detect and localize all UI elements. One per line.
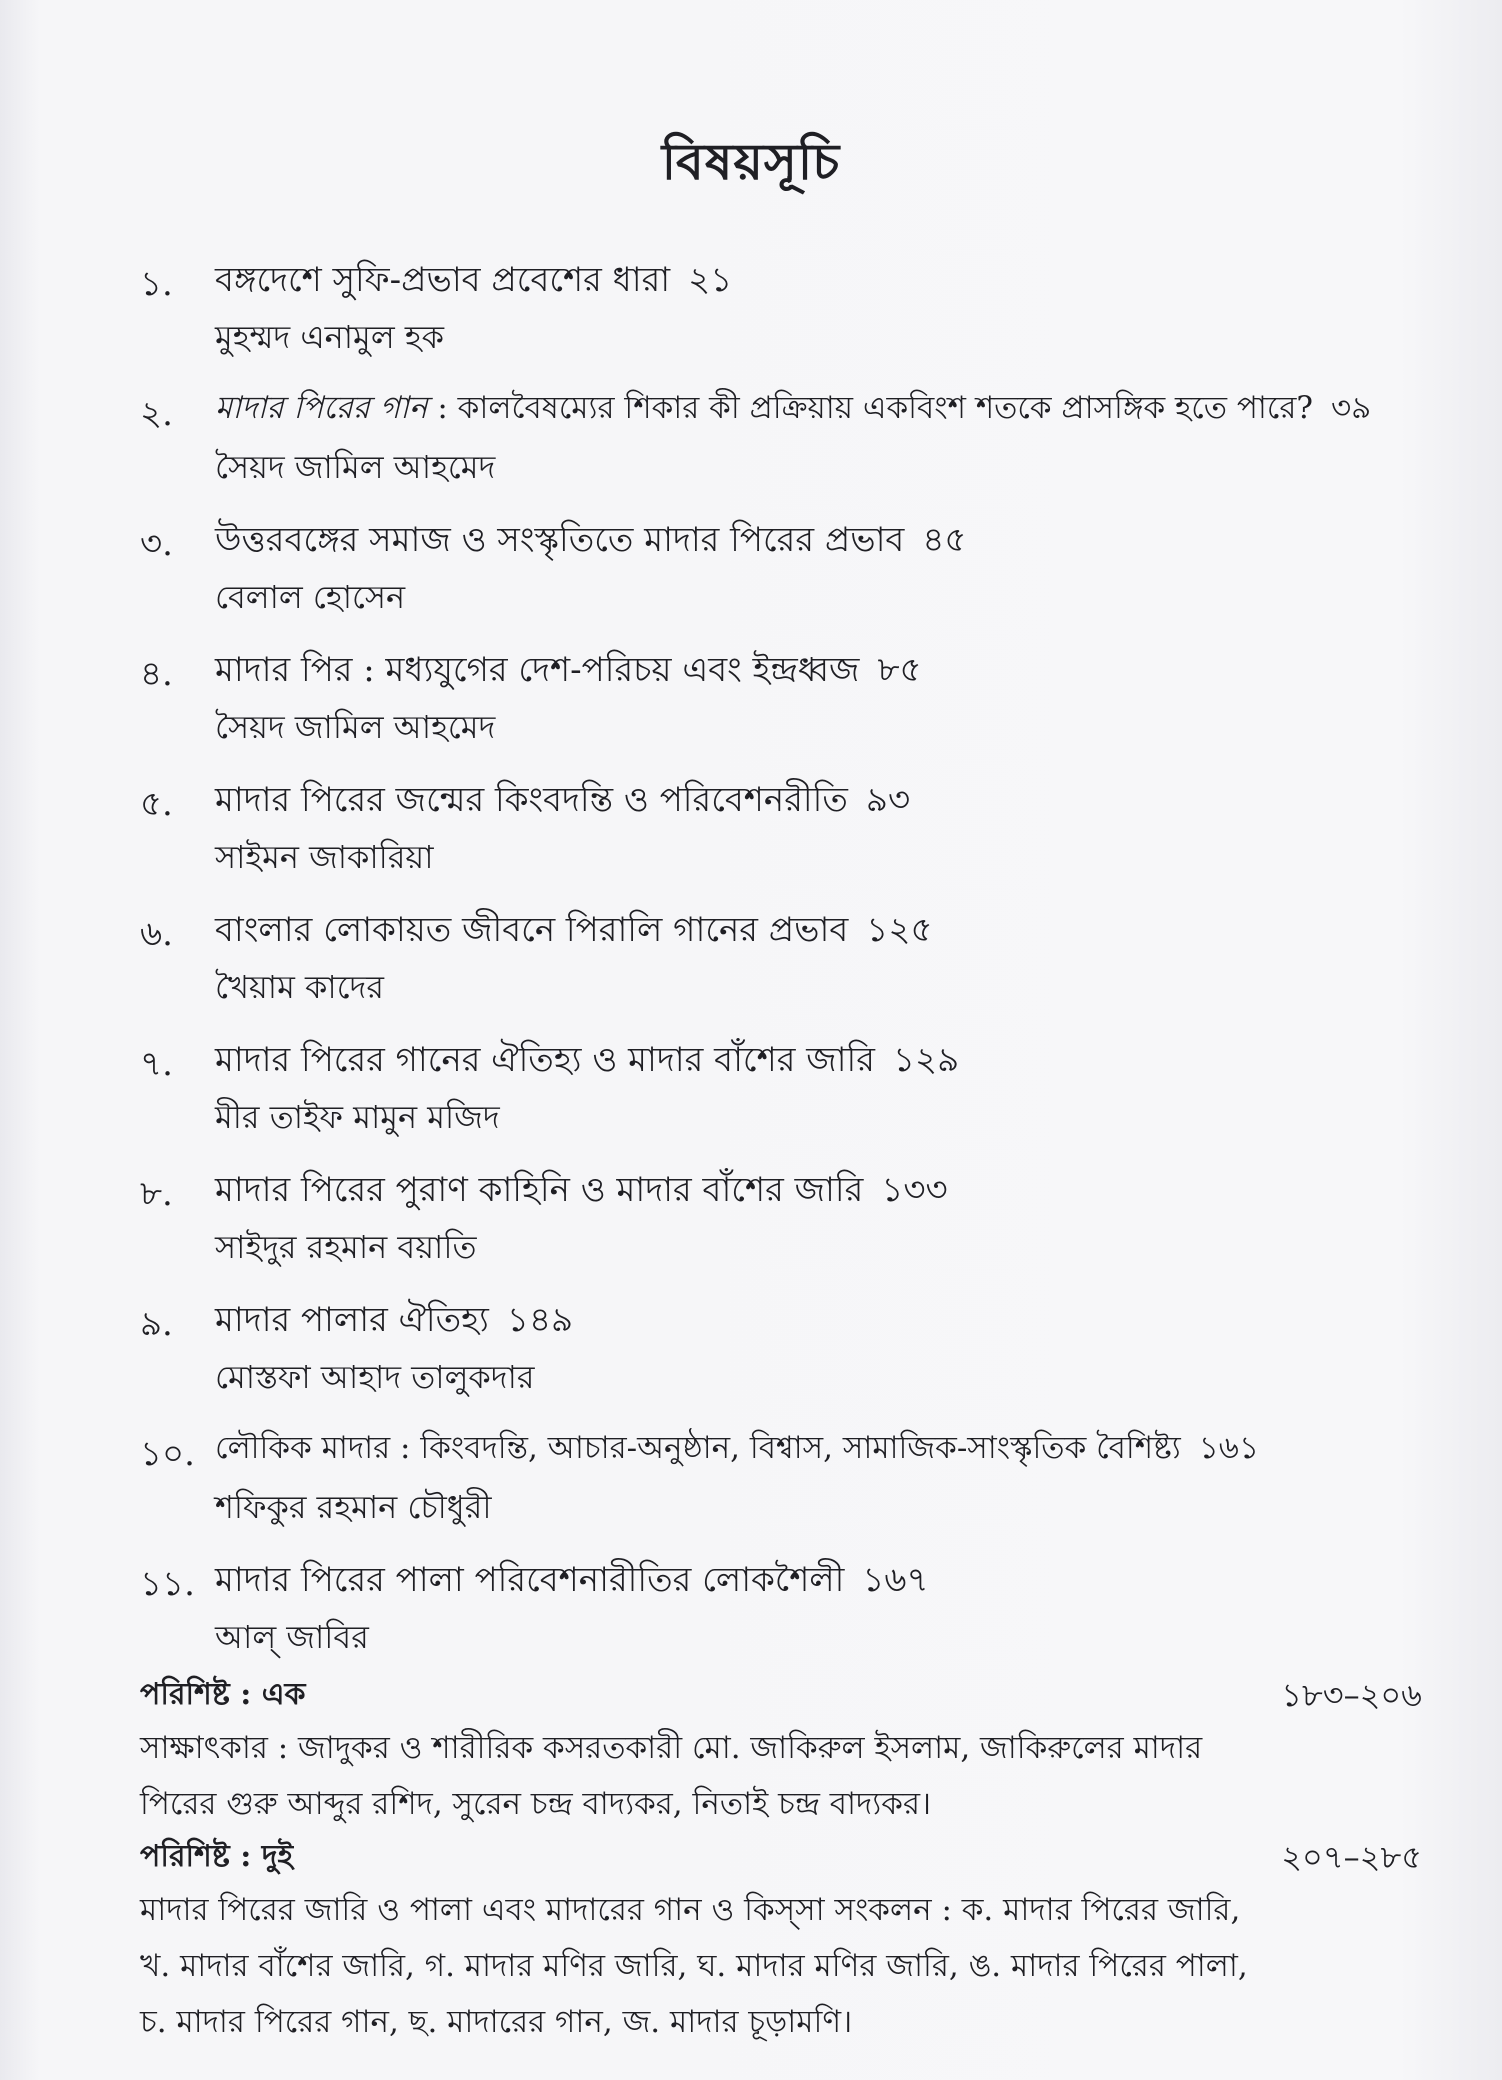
entry-title-emphasis: মাদার পিরের গান	[215, 390, 428, 426]
entry-number: ৩.	[140, 524, 173, 564]
toc-entry-11	[140, 1550, 1420, 1680]
appendix-label: পরিশিষ্ট : এক	[140, 1677, 306, 1712]
appendix-label: পরিশিষ্ট : দুই	[140, 1839, 294, 1874]
entry-title: মাদার পিরের গানের ঐতিহ্য ও মাদার বাঁশের জারি	[215, 1040, 875, 1080]
entry-title-line	[215, 1294, 573, 1351]
appendix-line: পিরের গুরু আব্দুর রশিদ, সুরেন চন্দ্র বাদ্যকর, নিতাই চন্দ্র বাদ্যকর।	[140, 1786, 932, 1822]
entry-page: ১৪৯	[506, 1300, 574, 1340]
page-title: বিষয়সূচি	[661, 132, 841, 191]
table-of-contents	[140, 250, 1420, 1680]
entry-author: সাইদুর রহমান বয়াতি	[215, 1228, 477, 1266]
entry-number: ২.	[140, 394, 173, 434]
entry-title-line	[215, 904, 933, 961]
entry-page: ১৬১	[1198, 1430, 1260, 1466]
entry-title-line	[215, 644, 922, 701]
entry-title: মাদার পির : মধ্যযুগের দেশ-পরিচয় এবং ইন্দ্রধ্বজ	[215, 650, 860, 690]
toc-entry-5	[140, 770, 1420, 900]
entry-author: শফিকুর রহমান চৌধুরী	[215, 1488, 492, 1526]
entry-title: মাদার পিরের পালা পরিবেশনারীতির লোকশৈলী	[215, 1560, 845, 1600]
entry-title: : কালবৈষম্যের শিকার কী প্রক্রিয়ায় একবিংশ শতকে প্রাসঙ্গিক হতে পারে?	[427, 390, 1314, 426]
toc-entry-8	[140, 1160, 1420, 1290]
entry-page: ১৩৩	[881, 1170, 948, 1210]
appendix-line: চ. মাদার পিরের গান, ছ. মাদারের গান, জ. মাদার চূড়ামণি।	[140, 2004, 853, 2040]
entry-title: বঙ্গদেশে সুফি-প্রভাব প্রবেশের ধারা	[215, 260, 671, 300]
entry-title-line	[215, 1034, 959, 1091]
entry-title-line	[215, 384, 1371, 436]
appendix-description	[140, 1882, 1422, 2050]
toc-entry-6	[140, 900, 1420, 1030]
appendix-heading	[140, 1832, 1422, 1882]
entry-page: ১২৫	[866, 910, 933, 950]
appendix-page-range: ২০৭–২৮৫	[1281, 1838, 1422, 1876]
entry-title: উত্তরবঙ্গের সমাজ ও সংস্কৃতিতে মাদার পিরের প্রভাব	[215, 520, 905, 560]
toc-entry-10	[140, 1420, 1420, 1550]
appendix-line: মাদার পিরের জারি ও পালা এবং মাদারের গান ও কিস্সা সংকলন : ক. মাদার পিরের জারি,	[140, 1892, 1241, 1928]
entry-page: ৯৩	[865, 780, 911, 820]
toc-entry-4	[140, 640, 1420, 770]
toc-entry-7	[140, 1030, 1420, 1160]
entry-title-line	[215, 1424, 1259, 1476]
entry-title: বাংলার লোকায়ত জীবনে পিরালি গানের প্রভাব	[215, 910, 849, 950]
appendix-one	[140, 1670, 1422, 1832]
entry-number: ৬.	[140, 914, 173, 954]
entry-number: ১১.	[140, 1564, 195, 1604]
entry-author: বেলাল হোসেন	[215, 578, 406, 616]
toc-entry-3	[140, 510, 1420, 640]
appendix-description	[140, 1720, 1422, 1832]
entry-title-line	[215, 1554, 929, 1611]
entry-page: ৮৫	[877, 650, 922, 690]
entry-author: মীর তাইফ মামুন মজিদ	[215, 1098, 500, 1136]
entry-author: আল্ জাবির	[215, 1618, 369, 1656]
entry-author: মুহম্মদ এনামুল হক	[215, 318, 445, 356]
entry-number: ১.	[140, 264, 173, 304]
entry-title-line	[215, 774, 910, 831]
entry-title-line	[215, 1164, 948, 1221]
entry-author: মোস্তফা আহাদ তালুকদার	[215, 1358, 535, 1396]
entry-number: ৪.	[140, 654, 173, 694]
entry-page: ১২৯	[892, 1040, 960, 1080]
entry-author: সাইমন জাকারিয়া	[215, 838, 434, 876]
entry-author: খৈয়াম কাদের	[215, 968, 384, 1006]
entry-page: ২১	[688, 260, 733, 300]
appendix-two	[140, 1832, 1422, 2050]
entry-title: লৌকিক মাদার : কিংবদন্তি, আচার-অনুষ্ঠান, বিশ্বাস, সামাজিক-সাংস্কৃতিক বৈশিষ্ট্য	[215, 1430, 1181, 1466]
toc-entry-9	[140, 1290, 1420, 1420]
toc-entry-1	[140, 250, 1420, 380]
entry-number: ৭.	[140, 1044, 173, 1084]
appendix-page-range: ১৮৩–২০৬	[1281, 1676, 1422, 1714]
appendix-line: সাক্ষাৎকার : জাদুকর ও শারীরিক কসরতকারী মো. জাকিরুল ইসলাম, জাকিরুলের মাদার	[140, 1730, 1203, 1766]
entry-number: ৫.	[140, 784, 173, 824]
entry-title: মাদার পালার ঐতিহ্য	[215, 1300, 489, 1340]
entry-number: ৯.	[140, 1304, 173, 1344]
appendix-line: খ. মাদার বাঁশের জারি, গ. মাদার মণির জারি, ঘ. মাদার মণির জারি, ঙ. মাদার পিরের পালা,	[140, 1948, 1248, 1984]
entry-page: ৪৫	[922, 520, 967, 560]
entry-author: সৈয়দ জামিল আহমেদ	[215, 708, 496, 746]
entry-title: মাদার পিরের জন্মের কিংবদন্তি ও পরিবেশনরীতি	[215, 780, 848, 820]
entry-title-line	[215, 514, 966, 571]
appendix-heading	[140, 1670, 1422, 1720]
toc-entry-2	[140, 380, 1420, 510]
entry-number: ১০.	[140, 1434, 195, 1474]
entry-title: মাদার পিরের পুরাণ কাহিনি ও মাদার বাঁশের জারি	[215, 1170, 864, 1210]
entry-number: ৮.	[140, 1174, 173, 1214]
entry-page: ৩৯	[1331, 390, 1372, 426]
entry-page: ১৬৭	[862, 1560, 929, 1600]
entry-title-line	[215, 254, 732, 311]
entry-author: সৈয়দ জামিল আহমেদ	[215, 448, 496, 486]
